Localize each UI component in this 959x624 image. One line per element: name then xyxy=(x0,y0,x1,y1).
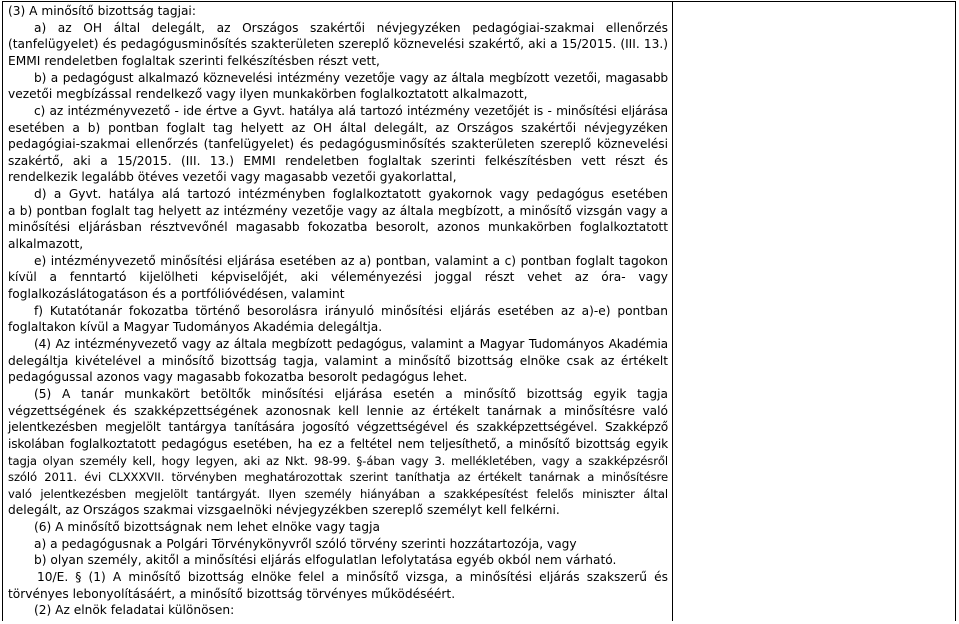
text-line: EMMI rendeletben foglaltak szerinti felkészítésben részt vett, xyxy=(8,54,380,68)
text-line: foglaltakon kívül a Magyar Tudományos Akadémia delegáltja. xyxy=(8,320,383,334)
text-line: törvényes lebonyolításáért, a minősítő bizottság törvényes működéséért. xyxy=(8,587,456,601)
text-line: f) Kutatótanár fokozatba történő besorolásra irányuló minősítési eljárás esetében az a)-e) pontban xyxy=(34,304,668,318)
table-border-right xyxy=(955,1,956,621)
text-line: minősítési eljárásban résztvevőnél magasabb fokozatba besorolt, azonos munkakörben foglalkoztatott xyxy=(8,220,668,234)
text-line: delegált, az Országos szakmai vizsgaelnöki névjegyzékben szereplő személyt kell felkérni. xyxy=(8,503,560,517)
text-line: delegáltja kivételével a minősítő bizottság tagja, valamint a minősítő bizottság elnöke csak az értékelt xyxy=(8,354,668,368)
text-line: szakértő, aki a 15/2015. (III. 13.) EMMI rendeletben foglaltak szerinti felkészítésben vett részt és xyxy=(8,154,668,168)
text-line: c) az intézményvezető - ide értve a Gyvt. hatálya alá tartozó intézmény vezetőjét is - minősítési eljárása xyxy=(34,104,668,118)
text-line: szóló 2011. évi CLXXXVII. törvényben meghatározottak szerint taníthatja az értékelt tanárnak a minősítésre xyxy=(8,470,668,484)
text-line: e) intézményvezető minősítési eljárása esetében az a) pontban, valamint a c) pontban foglalt tagokon xyxy=(34,254,668,268)
text-line: alkalmazott, xyxy=(8,237,84,251)
text-line: vezetői megbízással rendelkező vagy ilyen munkakörben foglalkoztatott alkalmazott, xyxy=(8,87,528,101)
text-line: való jelentkezésben megjelölt tantárgyát. Ilyen személy hiányában a szakképesítést felelős miniszter által xyxy=(8,487,668,501)
text-line: (5) A tanár munkakört betöltők minősítési eljárása esetén a minősítő bizottság egyik tagja xyxy=(34,387,668,401)
text-line: pedagógussal azonos vagy magasabb fokozatba besorolt pedagógus lehet. xyxy=(8,370,468,384)
text-line: iskolában foglalkoztatott pedagógus esetében, ha ez a feltétel nem teljesíthető, a minősítő bizottság egyik xyxy=(8,437,668,451)
text-line: b) a pedagógust alkalmazó köznevelési intézmény vezetője vagy az általa megbízott vezetői, magasabb xyxy=(34,71,668,85)
text-line: (6) A minősítő bizottságnak nem lehet elnöke vagy tagja xyxy=(34,520,380,534)
text-line: a) a pedagógusnak a Polgári Törvénykönyvről szóló törvény szerinti hozzátartozója, vagy xyxy=(34,537,577,551)
text-line: (2) Az elnök feladatai különösen: xyxy=(34,603,235,617)
text-line: a) az OH által delegált, az Országos szakértői névjegyzéken pedagógiai-szakmai ellenőrzés xyxy=(34,21,668,35)
table-border-left xyxy=(2,1,3,621)
text-line: kívül a fenntartó kijelölheti képviselőjét, aki véleményezési joggal részt vehet az óra- vagy xyxy=(8,270,668,284)
text-line: a b) pontban foglalt tag helyett az intézmény vezetője vagy az általa megbízott, a minősítő vizsgán vagy a xyxy=(8,204,668,218)
text-line: esetében a b) pontban foglalt tag helyett az OH által delegált, az Országos szakértői névjegyzéken xyxy=(8,121,668,135)
section-heading-line: 10/E. § (1) A minősítő bizottság elnöke felel a minősítő vizsga, a minősítési eljárás szakszerű és xyxy=(37,570,668,584)
text-line: jelentkezésben megjelölt tantárgya tanítására jogosító végzettségével és szakképzettségével. Szakképző xyxy=(8,420,668,434)
text-line: d) a Gyvt. hatálya alá tartozó intézményben foglalkoztatott gyakornok vagy pedagógus esetében xyxy=(34,187,668,201)
text-line: rendelkezik legalább ötéves vezetői vagy magasabb vezetői gyakorlattal, xyxy=(8,170,457,184)
text-line: foglalkozáslátogatáson és a portfólióvédésen, valamint xyxy=(8,287,345,301)
text-line: végzettségének és szakképzettségének azonosnak kell lennie az értékelt tanárnak a minősítésre való xyxy=(8,404,668,418)
text-line: (3) A minősítő bizottság tagjai: xyxy=(8,4,196,18)
text-line: b) olyan személy, akitől a minősítési eljárás elfogulatlan lefolytatása egyéb okból nem várható. xyxy=(34,553,617,567)
text-line: (4) Az intézményvezető vagy az általa megbízott pedagógus, valamint a Magyar Tudományos Akadémia xyxy=(34,337,668,351)
table-column-divider xyxy=(672,1,673,621)
text-line: pedagógiai-szakmai ellenőrzés (tanfelügyelet) és pedagógusminősítés szakterületen szereplő köznevelési xyxy=(8,137,668,151)
text-line: (tanfelügyelet) és pedagógusminősítés szakterületen szereplő köznevelési szakértő, aki a 15/2015. (III. 13.) xyxy=(8,37,668,51)
text-line: tagja olyan személy kell, hogy legyen, aki az Nkt. 98-99. §-ában vagy 3. mellékletében, vagy a szakképzésről xyxy=(8,454,668,468)
